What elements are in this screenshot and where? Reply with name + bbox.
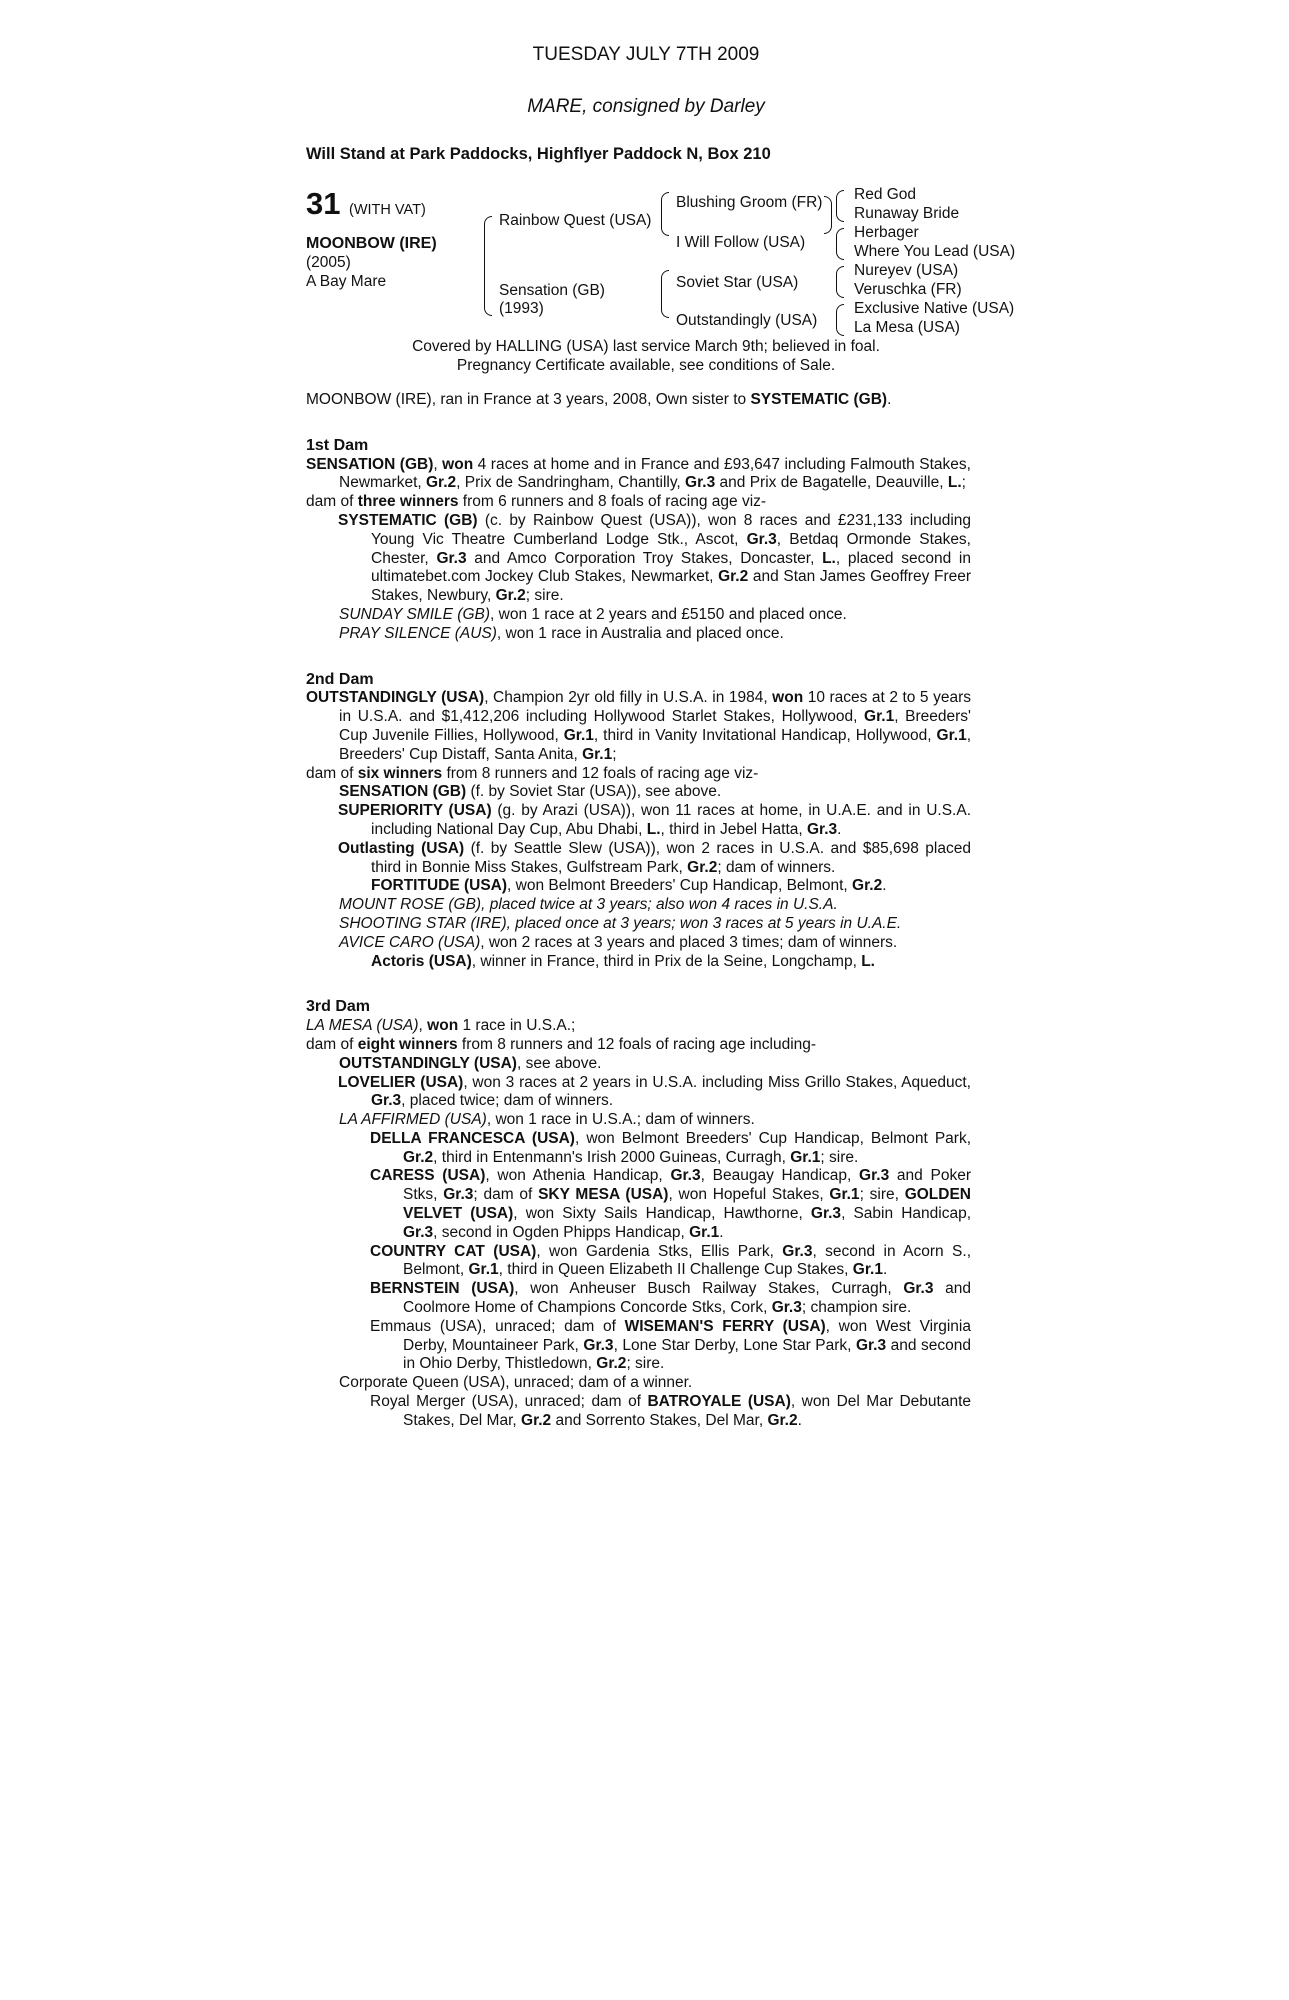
won-label: won: [772, 689, 804, 707]
produce-name: SUPERIORITY (USA): [338, 802, 492, 820]
record-text: ,: [418, 1017, 428, 1035]
grade-label: Gr.1: [468, 1261, 499, 1279]
grade-label: Gr.3: [443, 1186, 474, 1204]
record-text: , won West Virginia Derby, Mountaineer Park,: [403, 1317, 971, 1354]
produce-name: AVICE CARO (USA): [339, 933, 481, 951]
record-text: and second in Ohio Derby, Thistledown,: [403, 1336, 971, 1373]
vat-note: (WITH VAT): [349, 202, 426, 218]
grade-label: L.: [947, 474, 962, 492]
covered-note: [306, 337, 986, 375]
pedigree-sds: Herbager: [854, 224, 919, 241]
record-text: 1 race in U.S.A.;: [458, 1017, 576, 1035]
first-dam-name: SENSATION (GB): [306, 455, 434, 473]
produce-shooting-star: [306, 915, 971, 934]
produce-name: SKY MESA (USA): [538, 1186, 669, 1204]
record-text: , Champion 2yr old filly in U.S.A. in 1984,: [484, 689, 773, 707]
record-text: , third in Jebel Hatta,: [660, 820, 807, 838]
record-text: , won 3 races at 2 years in U.S.A. including Miss Grillo Stakes, Aqueduct,: [463, 1073, 971, 1091]
grade-label: Gr.2: [426, 474, 457, 492]
grade-label: Gr.3: [855, 1336, 887, 1354]
catalogue-body: [306, 391, 971, 1431]
stand-location: Will Stand at Park Paddocks, Highflyer Paddock N, Box 210: [306, 145, 771, 163]
third-dam-record: [306, 1017, 971, 1036]
grade-label: Gr.1: [936, 726, 967, 744]
record-text: , third in Entenmann's Irish 2000 Guineas, Curragh,: [433, 1148, 791, 1166]
record-text: , placed twice; dam of winners.: [401, 1092, 614, 1110]
grade-label: Gr.2: [596, 1355, 627, 1373]
record-text: dam of: [306, 764, 358, 782]
pedigree-dd: Outstandingly (USA): [676, 312, 818, 329]
covered-line-2: Pregnancy Certificate available, see conditions of Sale.: [456, 357, 836, 374]
pedigree-ds: Soviet Star (USA): [676, 274, 799, 291]
pedigree-dsd: Veruschka (FR): [854, 281, 962, 298]
grade-label: Gr.1: [790, 1148, 821, 1166]
won-label: won: [427, 1017, 459, 1035]
bracket-ss: [836, 190, 844, 222]
produce-country-cat: [306, 1243, 971, 1281]
horse-name: MOONBOW (IRE): [306, 235, 437, 252]
record-text: , won Gardenia Stks, Ellis Park,: [536, 1242, 783, 1260]
record-text: , Breeders' Cup Juvenile Fillies, Hollywood,: [339, 708, 971, 744]
lot-subtitle: MARE, consigned by Darley: [527, 96, 765, 117]
produce-name: SUNDAY SMILE (GB): [339, 605, 491, 623]
record-text: ;: [612, 745, 617, 763]
produce-name: GOLDEN VELVET (USA): [403, 1186, 971, 1223]
record-text: , won Del Mar Debutante Stakes, Del Mar,: [403, 1393, 971, 1429]
record-text: , won 1 race in Australia and placed once.: [496, 624, 784, 642]
grade-label: Gr.2: [852, 877, 883, 895]
record-text: , second in Ogden Phipps Handicap,: [433, 1223, 690, 1241]
covered-line-1: Covered by HALLING (USA) last service March 9th; believed in foal.: [412, 338, 880, 355]
produce-mount-rose: [306, 896, 971, 915]
grade-label: Gr.2: [767, 1411, 798, 1429]
record-text: , won Belmont Breeders' Cup Handicap, Belmont Park,: [574, 1129, 972, 1147]
grade-label: L.: [646, 820, 661, 838]
produce-avice-caro: [306, 934, 971, 953]
grade-label: Gr.3: [403, 1223, 434, 1241]
grade-label: Gr.3: [685, 474, 716, 492]
produce-bernstein: [306, 1280, 971, 1318]
first-dam-heading: 1st Dam: [306, 436, 369, 454]
produce-emmaus: [306, 1318, 971, 1374]
record-text: 10 races at 2 to 5 years in U.S.A. and $1,412,206 including Hollywood Starlet Stakes, Hollywood,: [339, 689, 971, 726]
produce-name: COUNTRY CAT (USA): [370, 1242, 537, 1260]
grade-label: Gr.3: [810, 1205, 842, 1223]
pedigree-sss: Red God: [854, 186, 917, 203]
record-text: , won Sixty Sails Handicap, Hawthorne,: [513, 1205, 811, 1223]
pedigree-ddd: La Mesa (USA): [854, 319, 960, 336]
second-dam-name: OUTSTANDINGLY (USA): [306, 689, 485, 707]
grade-label: Gr.3: [903, 1280, 934, 1298]
winners-count: three winners: [357, 493, 459, 511]
produce-name: MOUNT ROSE (GB): [339, 896, 482, 914]
pedigree-dss: Nureyev (USA): [854, 262, 959, 279]
produce-name: PRAY SILENCE (AUS): [339, 624, 497, 642]
record-text: .: [719, 1223, 724, 1241]
record-text: and Stan James Geoffrey Freer Stakes, Newbury,: [371, 568, 972, 605]
grade-label: Gr.2: [687, 858, 718, 876]
record-text: , Lone Star Derby, Lone Star Park,: [613, 1336, 856, 1354]
produce-name: BATROYALE (USA): [647, 1393, 791, 1411]
produce-superiority: [306, 802, 971, 840]
record-text: ; sire.: [820, 1148, 859, 1166]
winners-count: six winners: [357, 764, 443, 782]
grade-label: Gr.3: [436, 549, 467, 567]
produce-della-francesca: [306, 1130, 971, 1168]
grade-label: L.: [861, 952, 875, 970]
record-text: Emmaus (USA), unraced; dam of: [370, 1317, 625, 1335]
record-text: .: [882, 877, 887, 895]
record-text: , placed once at 3 years; won 3 races at 5 years in U.A.E.: [506, 914, 902, 932]
record-text: dam of: [306, 493, 358, 511]
produce-la-affirmed: [306, 1111, 971, 1130]
record-text: (f. by Soviet Star (USA)), see above.: [466, 783, 722, 801]
produce-actoris: [306, 953, 971, 972]
pedigree-ss: Blushing Groom (FR): [676, 194, 823, 211]
record-text: , won 1 race in U.S.A.; dam of winners.: [486, 1111, 755, 1129]
grade-label: Gr.2: [495, 587, 526, 605]
record-text: , Prix de Sandringham, Chantilly,: [456, 474, 686, 492]
produce-name: Outlasting (USA): [338, 839, 465, 857]
intro-sister: SYSTEMATIC (GB): [750, 391, 888, 408]
produce-name: FORTITUDE (USA): [371, 877, 508, 895]
won-label: won: [442, 455, 474, 473]
record-text: dam of: [306, 1035, 358, 1053]
grade-label: L.: [822, 549, 836, 567]
grade-label: Gr.3: [782, 1242, 813, 1260]
grade-label: Gr.3: [371, 1092, 402, 1110]
horse-description: A Bay Mare: [306, 273, 387, 290]
record-text: .: [837, 820, 842, 838]
record-text: ; champion sire.: [801, 1299, 912, 1317]
record-text: and Prix de Bagatelle, Deauville,: [715, 474, 948, 492]
produce-name: WISEMAN'S FERRY (USA): [624, 1317, 826, 1335]
record-text: (f. by Seattle Slew (USA)), won 2 races in U.S.A. and $85,698 placed third in Bonnie Miss Stakes, Gulfstream Park,: [371, 839, 971, 876]
record-text: (c. by Rainbow Quest (USA)), won 8 races and £231,133 including Young Vic Theatre Cumberland Lodge Stk., Ascot,: [371, 511, 971, 548]
produce-name: LOVELIER (USA): [338, 1073, 464, 1091]
winners-count: eight winners: [357, 1035, 458, 1053]
pedigree-ssd: Runaway Bride: [854, 205, 960, 222]
bracket-ds: [836, 266, 844, 298]
third-dam-heading: 3rd Dam: [306, 998, 371, 1016]
intro-text: MOONBOW (IRE), ran in France at 3 years, 2008, Own sister to: [306, 391, 751, 408]
record-text: and Poker Stks,: [403, 1167, 971, 1204]
produce-name: CARESS (USA): [370, 1167, 486, 1185]
sale-date: TUESDAY JULY 7TH 2009: [532, 44, 760, 65]
second-dam-record: [306, 689, 971, 764]
produce-pray-silence: [306, 625, 971, 644]
pedigree-sdd: Where You Lead (USA): [854, 243, 1016, 260]
second-dam-produce: [306, 765, 971, 784]
record-text: .: [797, 1411, 802, 1429]
pedigree-sire: Rainbow Quest (USA): [499, 212, 652, 229]
record-text: , second in Acorn S., Belmont,: [403, 1242, 972, 1279]
grade-label: Gr.3: [771, 1299, 802, 1317]
record-text: , Beaugay Handicap,: [700, 1167, 860, 1185]
grade-label: Gr.2: [521, 1411, 552, 1429]
produce-name: LA AFFIRMED (USA): [339, 1111, 487, 1129]
grade-label: Gr.3: [859, 1167, 890, 1185]
record-text: 4 races at home and in France and £93,647 including Falmouth Stakes, Newmarket,: [339, 455, 971, 492]
produce-outlasting: [306, 840, 971, 878]
bracket-dam: [661, 270, 669, 318]
third-dam-produce: [306, 1036, 971, 1055]
grade-label: Gr.3: [670, 1167, 701, 1185]
record-text: , placed second in ultimatebet.com Jockey Club Stakes, Newmarket,: [371, 549, 971, 586]
pedigree-dam: Sensation (GB): [499, 282, 605, 299]
first-dam-produce: [306, 493, 971, 512]
record-text: and Sorrento Stakes, Del Mar,: [551, 1411, 768, 1429]
pedigree-dds: Exclusive Native (USA): [854, 300, 1015, 317]
record-text: ; sire.: [626, 1355, 665, 1373]
produce-royal-merger: [306, 1393, 971, 1431]
intro-line: [306, 391, 971, 410]
produce-name: SENSATION (GB): [339, 783, 467, 801]
grade-label: Gr.3: [583, 1336, 614, 1354]
produce-outstandingly: [306, 1055, 971, 1074]
record-text: , won Athenia Handicap,: [485, 1167, 671, 1185]
record-text: , winner in France, third in Prix de la Seine, Longchamp,: [471, 952, 862, 970]
grade-label: Gr.1: [852, 1261, 883, 1279]
record-text: (g. by Arazi (USA)), won 11 races at home, in U.A.E. and in U.S.A. including National Day Cup, Abu Dhabi,: [371, 802, 971, 838]
lot-number: 31: [306, 186, 341, 221]
bracket-gen1: [484, 216, 492, 316]
record-text: and Amco Corporation Troy Stakes, Doncaster,: [466, 549, 823, 567]
record-text: , Breeders' Cup Distaff, Santa Anita,: [339, 726, 972, 763]
produce-name: DELLA FRANCESCA (USA): [370, 1129, 575, 1147]
record-text: from 6 runners and 8 foals of racing age viz-: [458, 493, 767, 511]
produce-corporate-queen: Corporate Queen (USA), unraced; dam of a winner.: [339, 1374, 693, 1392]
grade-label: Gr.3: [806, 820, 838, 838]
produce-name: SHOOTING STAR (IRE): [339, 914, 507, 932]
record-text: ; dam of: [473, 1186, 539, 1204]
grade-label: Gr.1: [829, 1186, 860, 1204]
record-text: , won Hopeful Stakes,: [668, 1186, 830, 1204]
horse-year: (2005): [306, 254, 351, 271]
record-text: from 8 runners and 12 foals of racing age including-: [457, 1035, 817, 1053]
record-text: ; dam of winners.: [717, 858, 836, 876]
first-dam-record: SENSATION (GB), won 4 races at home and in France and £93,647 including Falmouth Stakes, Newmarket, Gr.2, Prix de Sandringham, Chantilly, Gr.3 and Prix de Bagatelle, Deauville, L.;: [306, 455, 971, 492]
second-dam-heading: 2nd Dam: [306, 670, 374, 688]
pedigree-sd: I Will Follow (USA): [676, 234, 806, 251]
produce-sensation: [306, 783, 971, 802]
produce-lovelier: [306, 1074, 971, 1112]
bracket-sd: [836, 228, 844, 260]
record-text: ; sire.: [525, 587, 564, 605]
record-text: , see above.: [516, 1054, 602, 1072]
record-text: , placed twice at 3 years; also won 4 races in U.S.A.: [481, 896, 838, 914]
produce-fortitude: [306, 877, 971, 896]
grade-label: Gr.3: [746, 530, 777, 548]
third-dam-name: LA MESA (USA): [306, 1017, 419, 1035]
record-text: , Betdaq Ormonde Stakes, Chester,: [371, 530, 971, 567]
record-text: , Sabin Handicap,: [841, 1205, 972, 1223]
pedigree-dam-year: (1993): [499, 300, 544, 317]
record-text: Royal Merger (USA), unraced; dam of: [370, 1393, 648, 1411]
bracket-dd: [836, 304, 844, 336]
record-text: , won Belmont Breeders' Cup Handicap, Belmont,: [507, 877, 853, 895]
record-text: ; sire,: [859, 1186, 905, 1204]
produce-systematic: [306, 512, 971, 606]
grade-label: Gr.1: [864, 708, 895, 726]
grade-label: Gr.1: [582, 745, 613, 763]
bracket-sire-dam-right: [824, 196, 832, 234]
record-text: from 8 runners and 12 foals of racing age viz-: [442, 764, 759, 782]
record-text: and Coolmore Home of Champions Concorde Stks, Cork,: [403, 1280, 972, 1317]
bracket-sire: [661, 192, 669, 236]
record-text: , third in Queen Elizabeth II Challenge Cup Stakes,: [498, 1261, 853, 1279]
record-text: ;: [961, 474, 966, 492]
produce-name: Actoris (USA): [371, 952, 472, 970]
produce-name: OUTSTANDINGLY (USA): [339, 1054, 517, 1072]
produce-name: SYSTEMATIC (GB): [338, 511, 478, 529]
record-text: , won 2 races at 3 years and placed 3 times; dam of winners.: [480, 933, 898, 951]
produce-name: BERNSTEIN (USA): [370, 1280, 515, 1298]
grade-label: Gr.1: [689, 1223, 720, 1241]
intro-end: .: [887, 391, 892, 408]
record-text: , won Anheuser Busch Railway Stakes, Curragh,: [514, 1280, 904, 1298]
grade-label: Gr.2: [403, 1148, 434, 1166]
produce-caress: [306, 1167, 971, 1242]
record-text: , third in Vanity Invitational Handicap, Hollywood,: [593, 726, 937, 744]
grade-label: Gr.1: [563, 726, 594, 744]
grade-label: Gr.2: [718, 568, 749, 586]
record-text: , won 1 race at 2 years and £5150 and placed once.: [490, 605, 847, 623]
record-text: .: [882, 1261, 888, 1279]
produce-sunday-smile: [306, 606, 971, 625]
